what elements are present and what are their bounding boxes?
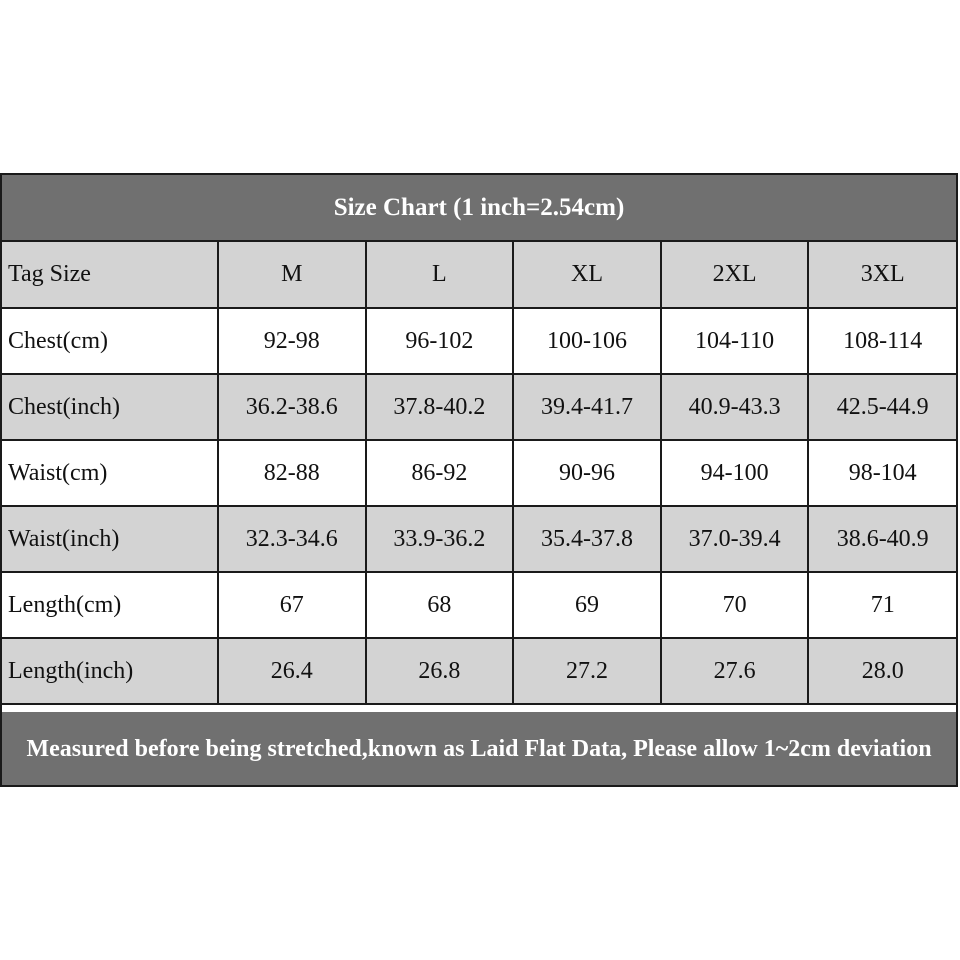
table-cell: 40.9-43.3 — [661, 374, 809, 440]
table-cell: 27.2 — [513, 638, 661, 704]
table-cell: 92-98 — [218, 308, 366, 374]
table-cell: 104-110 — [661, 308, 809, 374]
table-cell: 26.8 — [366, 638, 514, 704]
table-cell: 37.8-40.2 — [366, 374, 514, 440]
table-cell: 67 — [218, 572, 366, 638]
table-cell: 86-92 — [366, 440, 514, 506]
table-cell: 68 — [366, 572, 514, 638]
table-cell: 71 — [808, 572, 956, 638]
table-cell: 27.6 — [661, 638, 809, 704]
size-chart — [0, 173, 958, 787]
table-cell: 38.6-40.9 — [808, 506, 956, 572]
row-label: Waist(inch) — [2, 506, 218, 572]
table-cell: 94-100 — [661, 440, 809, 506]
row-label: Chest(cm) — [2, 308, 218, 374]
table-row — [2, 638, 956, 704]
measurement-note: Measured before being stretched,known as Laid Flat Data, Please allow 1~2cm deviation — [2, 712, 956, 785]
table-cell: 70 — [661, 572, 809, 638]
table-cell: 35.4-37.8 — [513, 506, 661, 572]
table-cell: 42.5-44.9 — [808, 374, 956, 440]
table-cell: 26.4 — [218, 638, 366, 704]
table-cell: 98-104 — [808, 440, 956, 506]
table-cell: 37.0-39.4 — [661, 506, 809, 572]
table-cell: 108-114 — [808, 308, 956, 374]
table-cell: 96-102 — [366, 308, 514, 374]
table-row — [2, 506, 956, 572]
row-label: Chest(inch) — [2, 374, 218, 440]
table-cell: 100-106 — [513, 308, 661, 374]
table-cell: 33.9-36.2 — [366, 506, 514, 572]
chart-title: Size Chart (1 inch=2.54cm) — [2, 175, 956, 242]
header-cell-3xl: 3XL — [808, 242, 956, 308]
row-label: Waist(cm) — [2, 440, 218, 506]
header-cell-tag-size: Tag Size — [2, 242, 218, 308]
table-cell: 36.2-38.6 — [218, 374, 366, 440]
table-cell: 69 — [513, 572, 661, 638]
table-cell: 90-96 — [513, 440, 661, 506]
header-cell-m: M — [218, 242, 366, 308]
table-row — [2, 308, 956, 374]
header-cell-2xl: 2XL — [661, 242, 809, 308]
table-row — [2, 572, 956, 638]
table-header-row — [2, 242, 956, 308]
row-label: Length(cm) — [2, 572, 218, 638]
row-label: Length(inch) — [2, 638, 218, 704]
size-table — [2, 242, 956, 705]
table-cell: 32.3-34.6 — [218, 506, 366, 572]
table-cell: 82-88 — [218, 440, 366, 506]
table-row — [2, 374, 956, 440]
header-cell-xl: XL — [513, 242, 661, 308]
table-cell: 39.4-41.7 — [513, 374, 661, 440]
table-cell: 28.0 — [808, 638, 956, 704]
header-cell-l: L — [366, 242, 514, 308]
table-row — [2, 440, 956, 506]
